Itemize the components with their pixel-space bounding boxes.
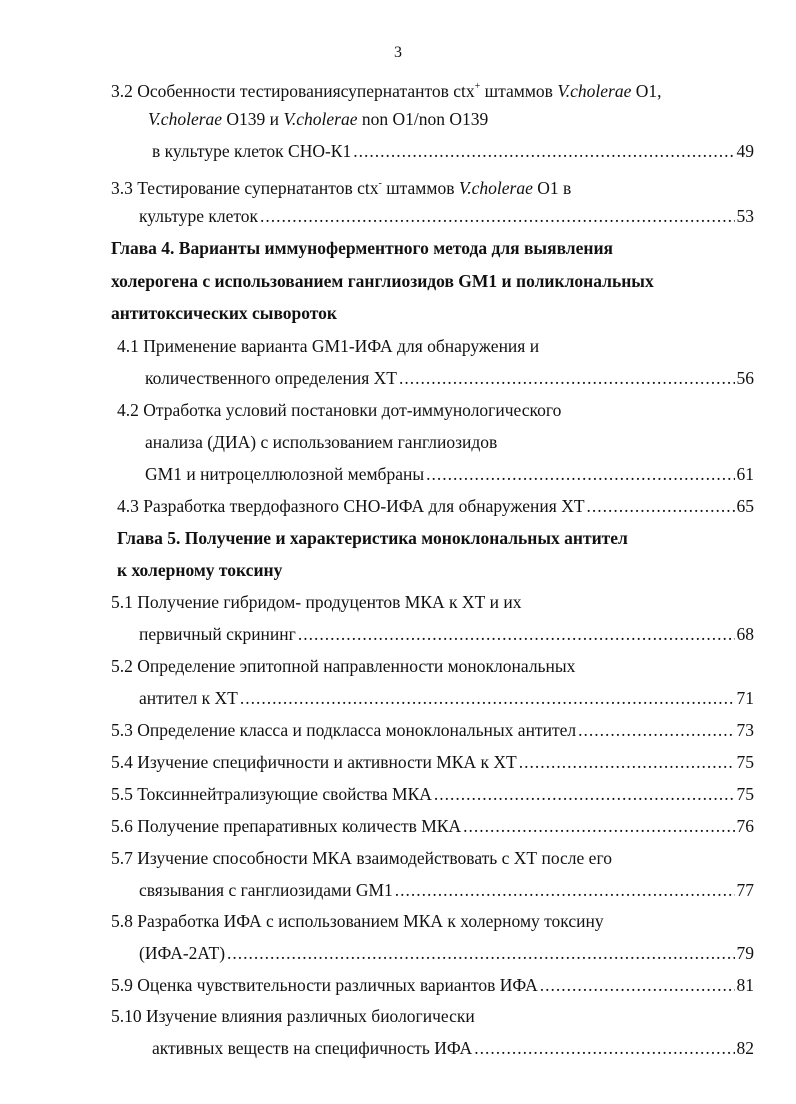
chapter-5-title-line-1: Глава 5. Получение и характеристика моноклональных антител [117, 528, 628, 548]
toc-5-7-line-1: 5.7 Изучение способности МКА взаимодействовать с ХТ после его [111, 848, 612, 868]
page-ref: 65 [736, 496, 754, 516]
toc-5-2-line-1: 5.2 Определение эпитопной направленности моноклональных [111, 656, 576, 676]
page-ref: 79 [736, 943, 754, 963]
page-ref: 49 [736, 141, 754, 161]
dot-leader [298, 623, 735, 645]
page-ref: 82 [736, 1038, 754, 1058]
toc-5-6-line-1[interactable]: 5.6 Получение препаративных количеств МКА ..... 76 [111, 815, 754, 837]
page-ref: 56 [736, 368, 754, 388]
page-ref: 81 [736, 975, 754, 995]
dot-leader [399, 367, 735, 389]
toc-3-3-line-1: 3.3 Тестирование супернатантов ctx- штаммов V.cholerae O1 в [111, 178, 572, 198]
toc-5-3-line-1[interactable]: 5.3 Определение класса и подкласса моноклональных антител ..... 73 [111, 719, 754, 741]
page-ref: 71 [736, 688, 754, 708]
dot-leader [395, 879, 735, 901]
toc-5-8-line-2[interactable]: (ИФА-2АТ) ..... 79 [139, 942, 754, 964]
page-ref: 75 [736, 752, 754, 772]
toc-4-2-line-2: анализа (ДИА) с использованием ганглиозидов [145, 432, 498, 452]
toc-5-5-line-1[interactable]: 5.5 Токсиннейтрализующие свойства МКА ..... 75 [111, 783, 754, 805]
toc-5-2-line-2[interactable]: антител к ХТ ..... 71 [139, 687, 754, 709]
toc-4-1-line-1: 4.1 Применение варианта GM1-ИФА для обнаружения и [117, 336, 540, 356]
dot-leader [463, 815, 734, 837]
page-ref: 75 [736, 784, 754, 804]
page-ref: 77 [736, 880, 754, 900]
toc-3-2-line-2: V.cholerae O139 и V.cholerae non O1/non O139 [148, 109, 489, 129]
toc-5-7-line-2[interactable]: связывания с ганглиозидами GM1 ..... 77 [139, 879, 754, 901]
toc-5-10-line-1: 5.10 Изучение влияния различных биологически [111, 1006, 475, 1026]
toc-3-2-line-1: 3.2 Особенности тестированиясупернатантов ctx+ штаммов V.cholerae O1, [111, 81, 662, 101]
dot-leader [474, 1037, 734, 1059]
dot-leader [353, 140, 734, 162]
toc-3-2-line-3[interactable]: в культуре клеток СНО-К1 ..... 49 [152, 140, 754, 162]
toc-4-2-line-3[interactable]: GM1 и нитроцеллюлозной мембраны ..... 61 [145, 463, 754, 485]
page-ref: 61 [736, 464, 754, 484]
toc-5-4-line-1[interactable]: 5.4 Изучение специфичности и активности МКА к ХТ ..... 75 [111, 751, 754, 773]
toc-3-3-line-2[interactable]: культуре клеток ..... 53 [139, 205, 754, 227]
dot-leader [540, 974, 735, 996]
dot-leader [519, 751, 735, 773]
page-ref: 53 [736, 206, 754, 226]
chapter-4-title-line-3: антитоксических сывороток [111, 303, 337, 323]
toc-5-1-line-1: 5.1 Получение гибридом- продуцентов МКА к ХТ и их [111, 592, 522, 612]
toc-5-8-line-1: 5.8 Разработка ИФА с использованием МКА к холерному токсину [111, 911, 604, 931]
toc-5-1-line-2[interactable]: первичный скрининг ..... 68 [139, 623, 754, 645]
dot-leader [578, 719, 734, 741]
dot-leader [426, 463, 734, 485]
dot-leader [260, 205, 734, 227]
page-ref: 68 [736, 624, 754, 644]
dot-leader [587, 495, 735, 517]
page-number: 3 [394, 44, 402, 61]
toc-4-1-line-2[interactable]: количественного определения ХТ ..... 56 [145, 367, 754, 389]
chapter-5-title-line-2: к холерному токсину [117, 560, 283, 580]
toc-4-3-line-1[interactable]: 4.3 Разработка твердофазного СНО-ИФА для обнаружения ХТ ..... 65 [117, 495, 754, 517]
page-ref: 73 [736, 720, 754, 740]
toc-5-10-line-2[interactable]: активных веществ на специфичность ИФА ..... 82 [152, 1037, 754, 1059]
chapter-4-title-line-2: холерогена с использованием ганглиозидов GM1 и поликлональных [111, 271, 654, 291]
toc-4-2-line-1: 4.2 Отработка условий постановки дот-иммунологического [117, 400, 562, 420]
toc-5-9-line-1[interactable]: 5.9 Оценка чувствительности различных вариантов ИФА ..... 81 [111, 974, 754, 996]
dot-leader [240, 687, 735, 709]
page-ref: 76 [736, 816, 754, 836]
dot-leader [227, 942, 734, 964]
dot-leader [434, 783, 735, 805]
chapter-4-title-line-1: Глава 4. Варианты иммуноферментного метода для выявления [111, 238, 614, 258]
